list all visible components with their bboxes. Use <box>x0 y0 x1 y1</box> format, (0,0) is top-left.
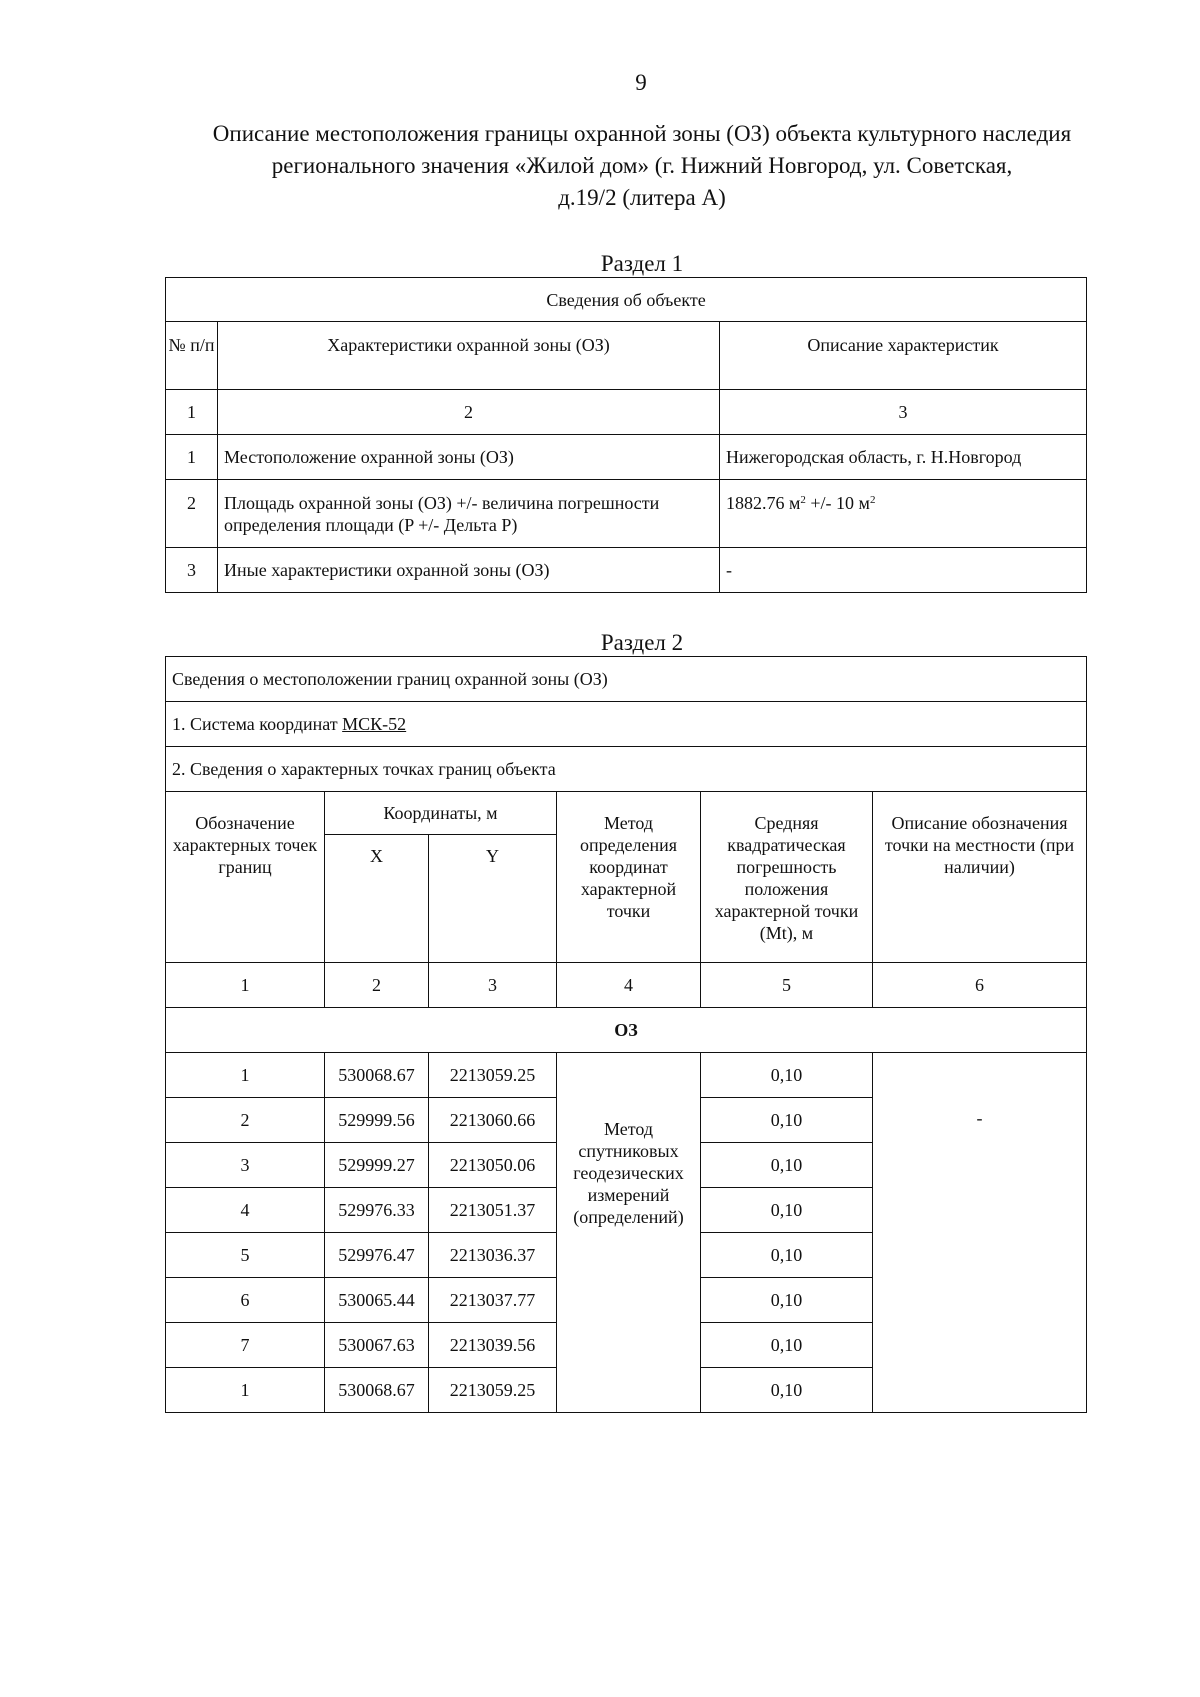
col-number: 3 <box>720 390 1087 435</box>
row-characteristic: Площадь охранной зоны (ОЗ) +/- величина погрешности определения площади (P +/- Дельта P) <box>218 480 720 548</box>
point-number: 4 <box>166 1188 325 1233</box>
section1-title: Раздел 1 <box>600 251 684 276</box>
row-description: Нижегородская область, г. Н.Новгород <box>720 435 1087 480</box>
coordinate-system <box>166 702 1087 747</box>
point-y: 2213051.37 <box>429 1188 557 1233</box>
point-error: 0,10 <box>701 1143 873 1188</box>
point-error: 0,10 <box>701 1278 873 1323</box>
row-description: - <box>720 548 1087 593</box>
row-number: 1 <box>166 435 218 480</box>
area-value: 1882.76 м <box>726 493 801 513</box>
col-number: 3 <box>429 963 557 1008</box>
col-number: 6 <box>873 963 1087 1008</box>
section2-title: Раздел 2 <box>600 630 684 655</box>
point-x: 529999.56 <box>325 1098 429 1143</box>
point-number: 3 <box>166 1143 325 1188</box>
col-number: 1 <box>166 390 218 435</box>
document-title <box>150 118 1134 214</box>
method-value: Метод спутниковых геодезических измерений (определений) <box>557 1053 701 1413</box>
point-x: 530065.44 <box>325 1278 429 1323</box>
header-point: Обозначение характерных точек границ <box>166 792 325 963</box>
row-number: 3 <box>166 548 218 593</box>
header-y: Y <box>429 835 557 963</box>
point-y: 2213059.25 <box>429 1053 557 1098</box>
section1-table <box>165 277 1087 593</box>
col-number: 2 <box>218 390 720 435</box>
coordinate-system-value: МСК-52 <box>342 714 407 734</box>
point-error: 0,10 <box>701 1323 873 1368</box>
point-x: 530068.67 <box>325 1053 429 1098</box>
col-number: 5 <box>701 963 873 1008</box>
point-y: 2213037.77 <box>429 1278 557 1323</box>
point-y: 2213050.06 <box>429 1143 557 1188</box>
header-description: Описание характеристик <box>720 322 1087 390</box>
header-error: Средняя квадратическая погрешность положения характерной точки (Mt), м <box>701 792 873 963</box>
superscript: 2 <box>800 494 806 506</box>
point-number: 7 <box>166 1323 325 1368</box>
section2-caption: Сведения о местоположении границ охранной зоны (ОЗ) <box>166 657 1087 702</box>
point-error: 0,10 <box>701 1188 873 1233</box>
point-description-value: - <box>873 1053 1087 1413</box>
header-method: Метод определения координат характерной точки <box>557 792 701 963</box>
point-number: 5 <box>166 1233 325 1278</box>
coordinate-system-label: 1. Система координат <box>172 714 343 734</box>
point-x: 529976.47 <box>325 1233 429 1278</box>
title-line: д.19/2 (литера А) <box>558 185 726 210</box>
page-number: 9 <box>635 70 647 95</box>
point-error: 0,10 <box>701 1053 873 1098</box>
section2-table <box>165 656 1087 1413</box>
point-number: 1 <box>166 1053 325 1098</box>
point-error: 0,10 <box>701 1368 873 1413</box>
col-number: 2 <box>325 963 429 1008</box>
section1-caption: Сведения об объекте <box>166 278 1087 322</box>
points-caption: 2. Сведения о характерных точках границ объекта <box>166 747 1087 792</box>
col-number: 1 <box>166 963 325 1008</box>
header-coordinates: Координаты, м <box>325 792 557 835</box>
row-characteristic: Местоположение охранной зоны (ОЗ) <box>218 435 720 480</box>
zone-label: ОЗ <box>166 1008 1087 1053</box>
header-number: № п/п <box>166 322 218 390</box>
point-x: 529976.33 <box>325 1188 429 1233</box>
header-characteristics: Характеристики охранной зоны (ОЗ) <box>218 322 720 390</box>
title-line: Описание местоположения границы охранной зоны (ОЗ) объекта культурного наследия <box>212 121 1072 146</box>
point-error: 0,10 <box>701 1098 873 1143</box>
point-x: 530068.67 <box>325 1368 429 1413</box>
point-number: 6 <box>166 1278 325 1323</box>
point-y: 2213036.37 <box>429 1233 557 1278</box>
point-y: 2213039.56 <box>429 1323 557 1368</box>
point-error: 0,10 <box>701 1233 873 1278</box>
title-line: регионального значения «Жилой дом» (г. Нижний Новгород, ул. Советская, <box>271 153 1013 178</box>
point-number: 2 <box>166 1098 325 1143</box>
col-number: 4 <box>557 963 701 1008</box>
row-description <box>720 480 1087 548</box>
point-x: 529999.27 <box>325 1143 429 1188</box>
area-tolerance: +/- 10 м <box>805 493 870 513</box>
row-number: 2 <box>166 480 218 548</box>
header-x: X <box>325 835 429 963</box>
header-point-description: Описание обозначения точки на местности (при наличии) <box>873 792 1087 963</box>
row-characteristic: Иные характеристики охранной зоны (ОЗ) <box>218 548 720 593</box>
point-y: 2213059.25 <box>429 1368 557 1413</box>
point-x: 530067.63 <box>325 1323 429 1368</box>
point-y: 2213060.66 <box>429 1098 557 1143</box>
point-number: 1 <box>166 1368 325 1413</box>
superscript: 2 <box>869 494 876 506</box>
